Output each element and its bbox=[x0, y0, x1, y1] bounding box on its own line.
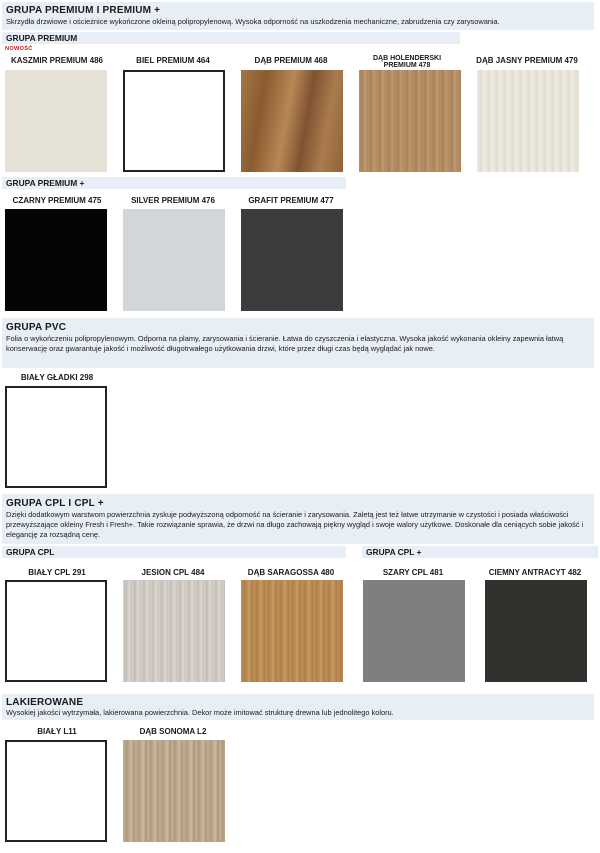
group-label-cpl: GRUPA CPL bbox=[2, 546, 346, 558]
swatch-label: SILVER PREMIUM 476 bbox=[131, 196, 215, 205]
swatch-bialy-gladki[interactable] bbox=[5, 386, 107, 488]
swatch-label: DĄB SARAGOSSA 480 bbox=[247, 568, 335, 577]
new-badge: NOWOŚĆ bbox=[5, 46, 33, 52]
swatch-label: BIAŁY CPL 291 bbox=[28, 568, 86, 577]
swatch-dab-sonoma[interactable] bbox=[123, 740, 225, 842]
section-cpl-header bbox=[2, 494, 594, 544]
swatch-label: CIEMNY ANTRACYT 482 bbox=[488, 568, 582, 577]
section-lak-header bbox=[2, 694, 594, 720]
section-pvc-header bbox=[2, 318, 594, 368]
section-title: GRUPA CPL I CPL + bbox=[6, 498, 104, 509]
swatch-label: DĄB JASNY PREMIUM 479 bbox=[476, 56, 578, 65]
swatch-szary[interactable] bbox=[363, 580, 465, 682]
swatch-bialy-cpl[interactable] bbox=[5, 580, 107, 682]
swatch-jesion[interactable] bbox=[123, 580, 225, 682]
section-title: GRUPA PREMIUM I PREMIUM + bbox=[6, 5, 161, 16]
swatch-label: DĄB HOLENDERSKI PREMIUM 478 bbox=[372, 55, 442, 69]
swatch-grafit[interactable] bbox=[241, 209, 343, 311]
swatch-dab-premium[interactable] bbox=[241, 70, 343, 172]
swatch-dab-jasny[interactable] bbox=[477, 70, 579, 172]
section-premium-header bbox=[2, 2, 594, 30]
section-description: Dzięki dodatkowym warstwom powierzchnia zyskuje podwyższoną odporność na ścieranie i zarysowania. Zaletą jest też łatwe utrzymanie w czystości i posiada właściwości przewyższające okleiny Fresh i Fresh+. Takie rozwiązanie sprawia, że drzwi na długo zachowają piękny wygląd i swoje walory użytkowe. Doskonałe dla ceniących sobie jakość i elegancję za rozsądną cenę. bbox=[6, 510, 584, 539]
swatch-dab-saragossa[interactable] bbox=[241, 580, 343, 682]
swatch-label: BIAŁY L11 bbox=[37, 727, 77, 736]
swatch-label: DĄB SONOMA L2 bbox=[139, 727, 207, 736]
section-description: Skrzydła drzwiowe i ościeżnice wykończone okleiną polipropylenową. Wysoka odporność na uszkodzenia mechaniczne, zabrudzenia czy zarysowania. bbox=[6, 17, 500, 26]
section-title: LAKIEROWANE bbox=[6, 697, 84, 708]
swatch-kaszmir[interactable] bbox=[5, 70, 107, 172]
swatch-label: SZARY CPL 481 bbox=[382, 568, 444, 577]
section-description: Folia o wykończeniu polipropylenowym. Odporna na plamy, zarysowania i ścieranie. Łatwa do czyszczenia i elastyczna. Wysoka jakość wykonania okleiny zapewnia łatwą konserwację oraz gwarantuje jakość i możliwość długotrwałego użytkowania drzwi, które przez długi czas będą wyglądać jak nowe. bbox=[6, 334, 564, 353]
swatch-label: BIAŁY GŁADKI 298 bbox=[20, 373, 94, 382]
swatch-label: GRAFIT PREMIUM 477 bbox=[248, 196, 334, 205]
swatch-bialy-l11[interactable] bbox=[5, 740, 107, 842]
swatch-label: JESION CPL 484 bbox=[141, 568, 205, 577]
section-title: GRUPA PVC bbox=[6, 322, 67, 333]
section-description: Wysokiej jakości wytrzymała, lakierowana powierzchnia. Dekor może imitować strukturę drewna lub jednolitego koloru. bbox=[6, 708, 394, 717]
swatch-label: CZARNY PREMIUM 475 bbox=[12, 196, 102, 205]
swatch-label: BIEL PREMIUM 464 bbox=[136, 56, 210, 65]
swatch-label: DĄB PREMIUM 468 bbox=[254, 56, 328, 65]
group-label-premium-plus: GRUPA PREMIUM + bbox=[2, 177, 346, 189]
swatch-biel[interactable] bbox=[123, 70, 225, 172]
swatch-czarny[interactable] bbox=[5, 209, 107, 311]
swatch-label: KASZMIR PREMIUM 486 bbox=[10, 56, 103, 65]
swatch-silver[interactable] bbox=[123, 209, 225, 311]
group-label-premium: GRUPA PREMIUM bbox=[2, 32, 460, 44]
swatch-dab-holenderski[interactable] bbox=[359, 70, 461, 172]
swatch-ciemny-antracyt[interactable] bbox=[485, 580, 587, 682]
group-label-cpl-plus: GRUPA CPL + bbox=[362, 546, 598, 558]
